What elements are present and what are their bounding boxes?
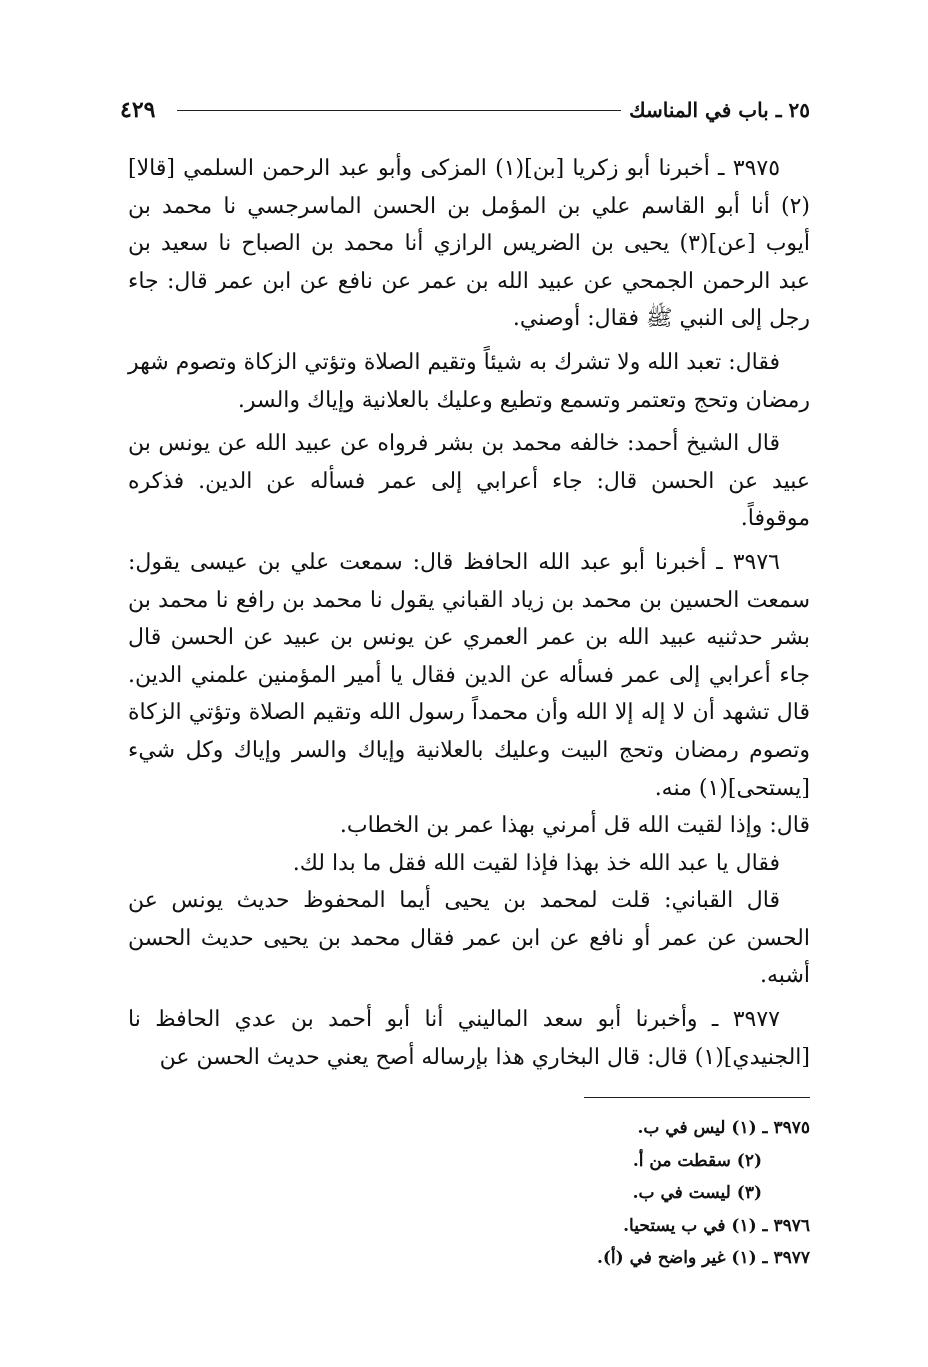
footnote-3975-1: ٣٩٧٥ ـ (١) ليس في ب.	[637, 1118, 810, 1138]
hadith-3975-answer: فقال: تعبد الله ولا تشرك به شيئاً وتقيم الصلاة وتؤتي الزكاة وتصوم شهر رمضان وتحج وتعتمر وتسمع وتطيع وعليك بالعلانية وإياك والسر.	[128, 349, 810, 413]
hadith-3975: ٣٩٧٥ ـ أخبرنا أبو زكريا [بن](١) المزكى وأبو عبد الرحمن السلمي [قالا](٢) أنا أبو القاسم علي بن المؤمل بن الحسن الماسرجسي نا محمد بن أيوب [عن](٣) يحيى بن الضريس الرازي أنا محمد بن الصباح نا سعيد بن عبد الرحمن الجمحي عن عبيد الله بن عمر عن نافع عن ابن عمر قال: جاء رجل إلى النبي ﷺ فقال: أوصني.	[128, 156, 811, 332]
footnote-3976-1: ٣٩٧٦ ـ (١) في ب يستحيا.	[623, 1215, 810, 1236]
hadith-3976: ٣٩٧٦ ـ أخبرنا أبو عبد الله الحافظ قال: سمعت علي بن عيسى يقول: سمعت الحسين بن محمد بن زياد القباني يقول نا محمد بن رافع نا محمد بن بشر حدثنيه عبيد الله بن عمر العمري عن يونس بن عبيد عن الحسن قال جاء أعرابي إلى عمر فسأله عن الدين فقال يا أمير المؤمنين علمني الدين. قال تشهد أن لا إله إلا الله وأن محمداً رسول الله وتقيم الصلاة وتؤتي الزكاة وتصوم رمضان وتحج البيت وعليك بالعلانية وإياك والسر وإياك وكل شيء [يستحى](١) منه.	[128, 549, 810, 801]
footnote-separator	[584, 1097, 810, 1098]
footnotes	[410, 1112, 810, 1275]
page-header	[120, 92, 810, 128]
hadith-3976-continuation: قال: وإذا لقيت الله قل أمرني بهذا عمر بن الخطاب.	[339, 813, 810, 839]
sheikh-comment: قال الشيخ أحمد: خالفه محمد بن بشر فرواه عن عبيد الله عن يونس بن عبيد عن الحسن قال: جاء أعرابي إلى عمر فسأله عن الدين. فذكره موقوفاً.	[128, 431, 810, 532]
footnote-3975-3: (٣) ليست في ب.	[632, 1183, 762, 1203]
header-rule	[177, 110, 621, 111]
qabbani-comment: قال القباني: قلت لمحمد بن يحيى أيما المحفوظ حديث يونس عن الحسن عن عمر أو نافع عن ابن عمر فقال محمد بن يحيى حديث الحسن أشبه.	[128, 888, 810, 989]
hadith-3976-reply: فقال يا عبد الله خذ بهذا فإذا لقيت الله فقل ما بدا لك.	[292, 850, 780, 876]
chapter-title: ٢٥ ـ باب في المناسك	[629, 98, 810, 122]
footnote-3975-2: (٢) سقطت من أ.	[632, 1150, 762, 1171]
footnote-3977-1: ٣٩٧٧ ـ (١) غير واضح في (أ).	[596, 1248, 810, 1268]
page-number: ٤٢٩	[120, 97, 156, 123]
main-text	[128, 150, 810, 1076]
hadith-3977: ٣٩٧٧ ـ وأخبرنا أبو سعد الماليني أنا أبو أحمد بن عدي الحافظ نا [الجنيدي](١) قال: قال البخاري هذا بإرساله أصح يعني حديث الحسن عن	[128, 1007, 810, 1070]
